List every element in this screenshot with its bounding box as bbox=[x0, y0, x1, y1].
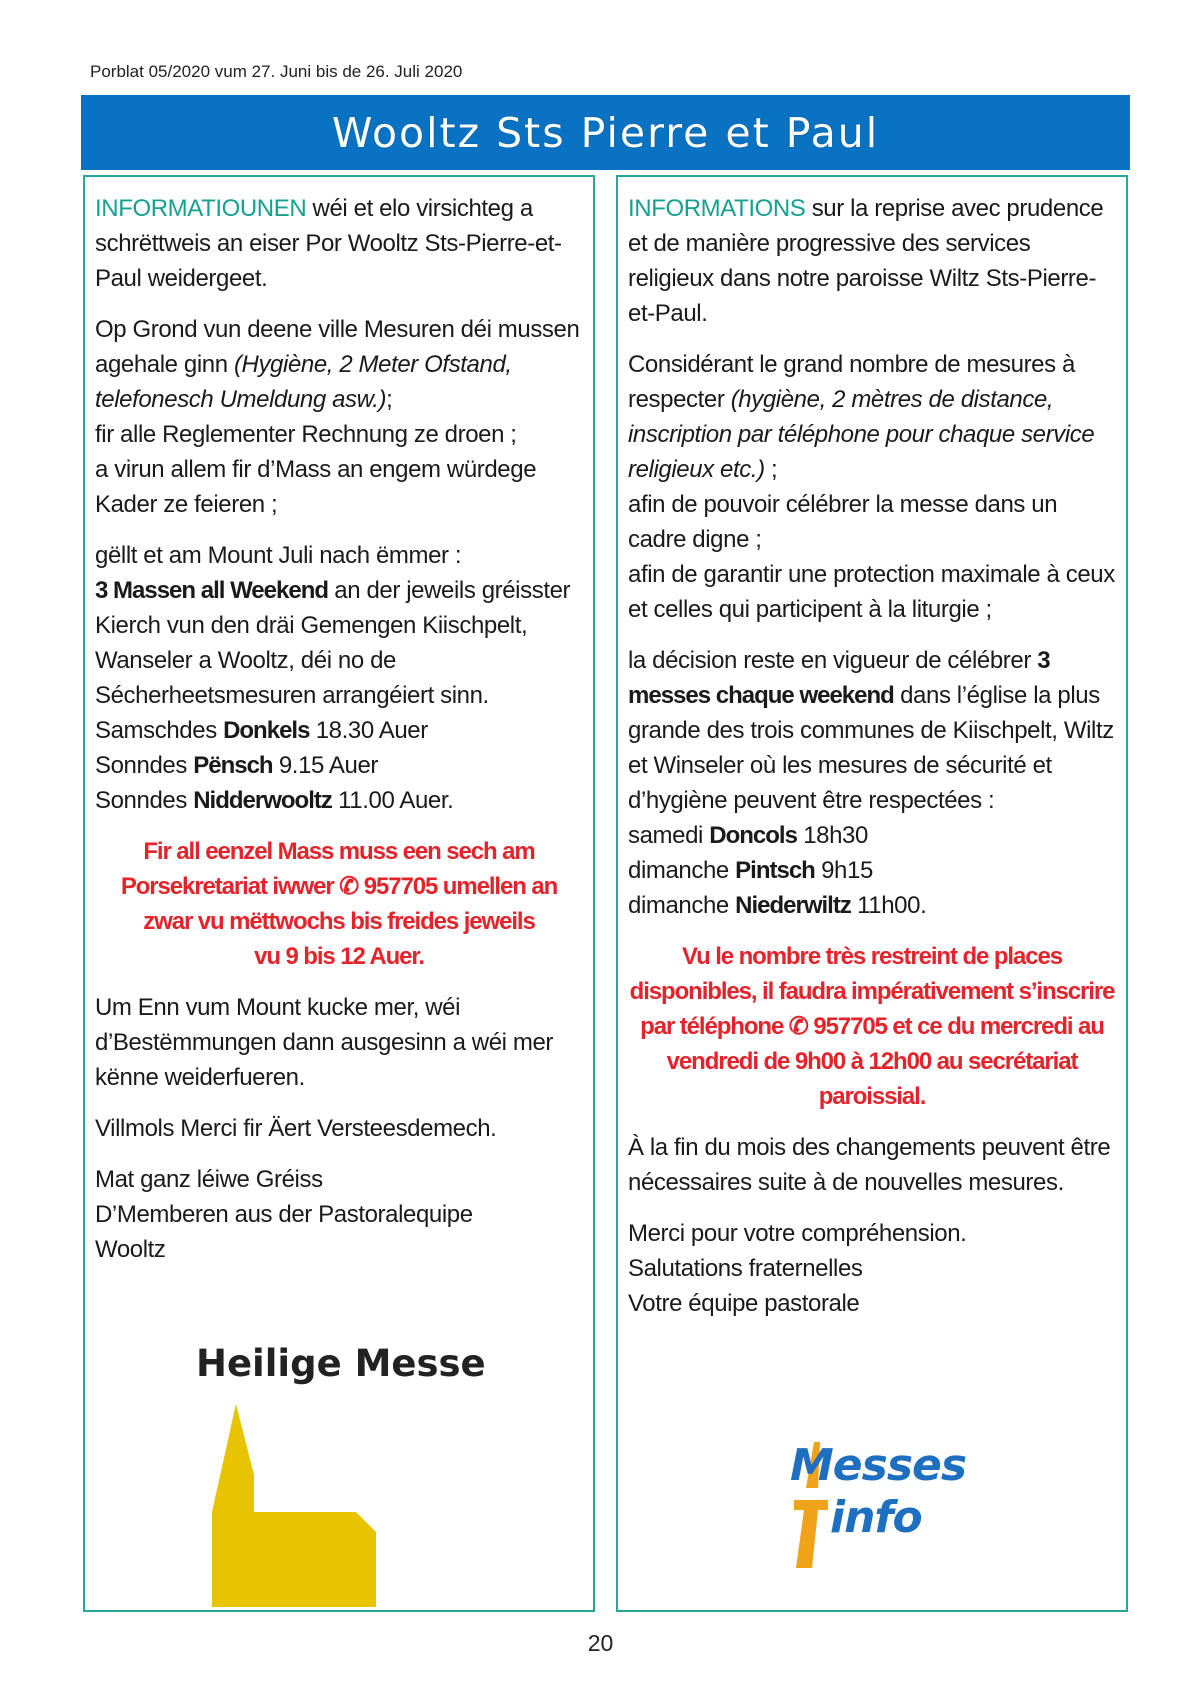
schedule-text: an der jeweils gréisster Kierch vun den dräi Gemengen Kiischpelt, Wanseler a Wooltz, déi no de Sécherheetsmesuren arrangéiert sinn. bbox=[95, 577, 571, 709]
heilige-messe-logo bbox=[196, 1342, 486, 1607]
measures-punct: ; bbox=[764, 456, 778, 483]
registration-notice: Fir all eenzel Mass muss een sech am Porsekretariat iwwer ✆ 957705 umellen an zwar vu mëttwochs bis freides jeweils vu 9 bis 12 Auer. bbox=[120, 838, 558, 970]
mass-sunday-1: Sonndes Pënsch 9.15 Auer bbox=[95, 752, 379, 779]
measures-examples: (Hygiène, 2 Meter Ofstand, telefonesch Umeldung asw.) bbox=[95, 351, 512, 413]
intro-heading: INFORMATIOUNEN bbox=[95, 195, 307, 222]
messes-info-logo-word2: info bbox=[830, 1492, 922, 1543]
intro-heading: INFORMATIONS bbox=[628, 195, 806, 222]
measures-paragraph bbox=[95, 312, 583, 522]
messes-info-logo-word1: Messes bbox=[790, 1440, 967, 1491]
page-title-banner bbox=[81, 95, 1130, 170]
intro-text: sur la reprise avec prudence et de manière progressive des services religieux dans notre paroisse Wiltz Sts-Pierre-et-Paul. bbox=[628, 195, 1104, 327]
schedule-paragraph bbox=[95, 538, 583, 818]
mass-saturday: Samschdes Donkels 18.30 Auer bbox=[95, 717, 428, 744]
measures-rules: fir alle Reglementer Rechnung ze droen ; bbox=[95, 421, 517, 448]
phone-icon: ✆ bbox=[788, 1013, 808, 1040]
measures-text: Considérant le grand nombre de mesures à respecter bbox=[628, 351, 1075, 413]
schedule-intro: gëllt et am Mount Juli nach ëmmer : bbox=[95, 542, 462, 569]
heilige-messe-logo-text: Heilige Messe bbox=[196, 1342, 486, 1385]
mass-sunday-1: dimanche Pintsch 9h15 bbox=[628, 857, 873, 884]
measures-protection: afin de garantir une protection maximale à ceux et celles qui participent à la liturgie ; bbox=[628, 561, 1115, 623]
signature: Merci pour votre compréhension. Salutations fraternelles Votre équipe pastorale bbox=[628, 1220, 967, 1317]
schedule-text: dans l’église la plus grande des trois communes de Kiischpelt, Wiltz et Winseler où les mesures de sécurité et d’hygiène peuvent être respectées : bbox=[628, 682, 1114, 814]
schedule-paragraph bbox=[628, 643, 1116, 923]
schedule-highlight: 3 Massen all Weekend bbox=[95, 577, 329, 604]
page-title: Wooltz Sts Pierre et Paul bbox=[331, 108, 880, 157]
schedule-highlight: 3 messes chaque weekend bbox=[628, 647, 1050, 709]
signature: Mat ganz léiwe Gréiss D’Memberen aus der Pastoralequipe Wooltz bbox=[95, 1166, 473, 1263]
measures-examples: (hygiène, 2 mètres de distance, inscription par téléphone pour chaque service religieux etc.) bbox=[628, 386, 1095, 483]
right-column-french bbox=[616, 175, 1128, 1612]
end-of-month-paragraph: Um Enn vum Mount kucke mer, wéi d’Bestëmmungen dann ausgesinn a wéi mer kënne weiderfueren. bbox=[95, 994, 554, 1091]
intro-paragraph bbox=[95, 191, 583, 296]
messes-info-logo bbox=[778, 1440, 978, 1580]
registration-notice: Vu le nombre très restreint de places disponibles, il faudra impérativement s’inscrire par téléphone ✆ 957705 et ce du mercredi au vendredi de 9h00 à 12h00 au secrétariat paroissial. bbox=[629, 943, 1115, 1110]
thanks-paragraph: Villmols Merci fir Äert Versteesdemech. bbox=[95, 1115, 497, 1142]
measures-dignity: a virun allem fir d’Mass an engem würdege Kader ze feieren ; bbox=[95, 456, 537, 518]
measures-paragraph bbox=[628, 347, 1116, 627]
mass-sunday-2: Sonndes Nidderwooltz 11.00 Auer. bbox=[95, 787, 454, 814]
bulletin-header: Porblat 05/2020 vum 27. Juni bis de 26. Juli 2020 bbox=[90, 62, 463, 81]
church-icon bbox=[196, 1342, 486, 1607]
measures-dignity: afin de pouvoir célébrer la messe dans un cadre digne ; bbox=[628, 491, 1058, 553]
end-of-month-paragraph: À la fin du mois des changements peuvent être nécessaires suite à de nouvelles mesures. bbox=[628, 1134, 1111, 1196]
mass-sunday-2: dimanche Niederwiltz 11h00. bbox=[628, 892, 927, 919]
intro-paragraph bbox=[628, 191, 1116, 331]
intro-text: wéi et elo virsichteg a schrëttweis an eiser Por Wooltz Sts-Pierre-et-Paul weidergeet. bbox=[95, 195, 562, 292]
mass-saturday: samedi Doncols 18h30 bbox=[628, 822, 868, 849]
measures-punct: ; bbox=[386, 386, 393, 413]
measures-text: Op Grond vun deene ville Mesuren déi mussen agehale ginn bbox=[95, 316, 580, 378]
page-number: 20 bbox=[587, 1630, 614, 1656]
schedule-intro: la décision reste en vigueur de célébrer bbox=[628, 647, 1038, 674]
phone-icon: ✆ bbox=[339, 873, 359, 900]
